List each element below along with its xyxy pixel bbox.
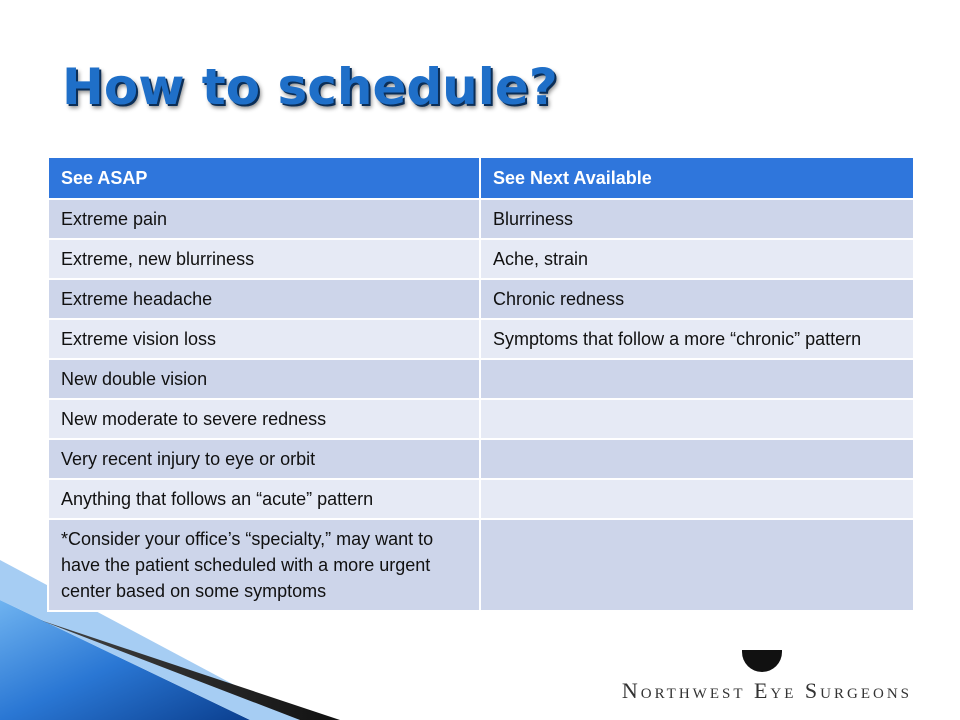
table-cell (480, 479, 914, 519)
table-cell: Very recent injury to eye or orbit (48, 439, 480, 479)
table-cell: Ache, strain (480, 239, 914, 279)
table-cell: Extreme, new blurriness (48, 239, 480, 279)
table-cell (480, 359, 914, 399)
table-cell (480, 399, 914, 439)
table-row (48, 359, 914, 399)
table-row (48, 199, 914, 239)
table-header-row (48, 157, 914, 199)
table-cell (480, 439, 914, 479)
schedule-table (47, 156, 915, 612)
table-cell: Blurriness (480, 199, 914, 239)
table-cell (480, 519, 914, 611)
table-row (48, 399, 914, 439)
company-logo-text: Northwest Eye Surgeons (621, 678, 912, 703)
table-cell: Extreme headache (48, 279, 480, 319)
table-row (48, 519, 914, 611)
table-cell: Symptoms that follow a more “chronic” pattern (480, 319, 914, 359)
logo-mark-icon (742, 650, 782, 672)
table-cell: Extreme vision loss (48, 319, 480, 359)
table-row (48, 319, 914, 359)
table-cell: Chronic redness (480, 279, 914, 319)
table-row (48, 439, 914, 479)
table-cell: New moderate to severe redness (48, 399, 480, 439)
column-header-see-next-available: See Next Available (480, 157, 914, 199)
column-header-see-asap: See ASAP (48, 157, 480, 199)
table-cell: New double vision (48, 359, 480, 399)
table-cell: Anything that follows an “acute” pattern (48, 479, 480, 519)
table-cell: *Consider your office’s “specialty,” may want to have the patient scheduled with a more urgent center based on some symptoms (48, 519, 480, 611)
slide-title: How to schedule? (62, 58, 558, 116)
table-cell: Extreme pain (48, 199, 480, 239)
table-row (48, 479, 914, 519)
table-row (48, 279, 914, 319)
table-row (48, 239, 914, 279)
